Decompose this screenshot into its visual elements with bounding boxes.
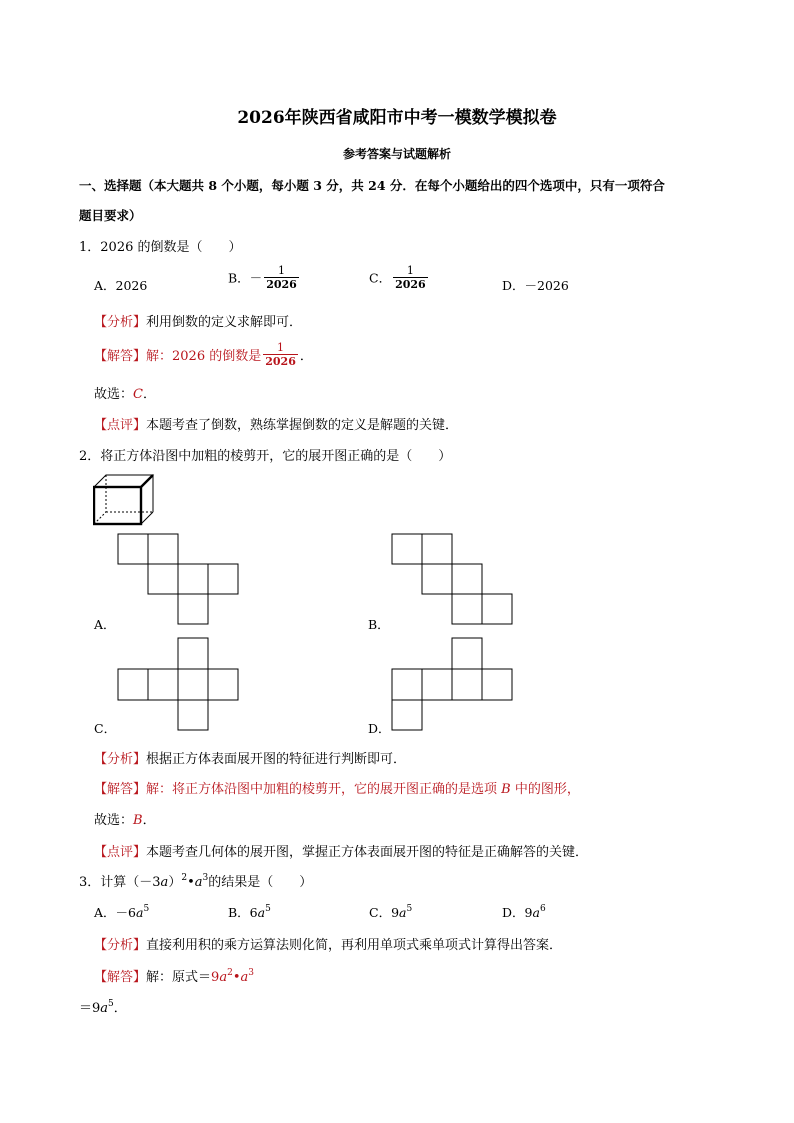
q1-comment: 【点评】本题考查了倒数，熟练掌握倒数的定义是解题的关键． — [94, 418, 459, 433]
q3-answer: 【解答】解：原式$=9a^2•a^3$ — [94, 968, 254, 985]
q1-option-b: B．－ $\frac{1}{2026}$ — [228, 264, 297, 291]
net-option-a — [117, 533, 242, 627]
q2-option-b-label: B． — [368, 617, 390, 632]
q1-option-a: A．2026 — [94, 278, 148, 293]
page-title: 2026年陕西省咸阳市中考一模数学模拟卷 — [237, 108, 557, 128]
net-option-d — [391, 637, 516, 732]
page-subtitle: 参考答案与试题解析 — [342, 147, 451, 161]
q2-analysis: 【分析】根据正方体表面展开图的特征进行判断即可． — [94, 752, 407, 767]
net-option-b — [391, 533, 516, 627]
q1-choice: 故选：C． — [94, 387, 156, 402]
q1-analysis: 【分析】利用倒数的定义求解即可． — [94, 315, 303, 330]
q3-option-a: A．$-6a^5$ — [94, 904, 150, 920]
q1-option-c: C． $\frac{1}{2026}$ — [369, 264, 426, 291]
q1-stem: 1．2026 的倒数是（ ） — [79, 240, 242, 255]
q2-comment: 【点评】本题考查几何体的展开图，掌握正方体表面展开图的特征是正确解答的关键． — [94, 845, 589, 860]
q2-choice: 故选：B． — [94, 813, 156, 828]
q3-option-d: D．$9a^6$ — [502, 904, 546, 920]
q2-option-d-label: D． — [368, 721, 391, 736]
net-option-c — [117, 637, 242, 732]
q2-option-a-label: A． — [94, 617, 116, 632]
q3-option-c: C．$9a^5$ — [369, 904, 413, 920]
q2-answer: 【解答】解：将正方体沿图中加粗的棱剪开，它的展开图正确的是选项 B 中的图形， — [94, 782, 580, 797]
q2-stem: 2．将正方体沿图中加粗的棱剪开，它的展开图正确的是（ ） — [79, 449, 452, 464]
q3-option-b: B．$6a^5$ — [228, 904, 271, 920]
q3-stem: 3．计算$(-3a)^2•a^3$的结果是（ ） — [79, 873, 313, 890]
section-header-line2: 题目要求） — [79, 208, 142, 223]
section-header-line1: 一、选择题（本大题共 8 个小题，每小题 3 分，共 24 分．在每个小题给出的四个选项中，只有一项符合 — [79, 178, 665, 193]
q3-result: $=9a^5$． — [79, 999, 127, 1016]
q3-analysis: 【分析】直接利用积的乘方运算法则化简，再利用单项式乘单项式计算得出答案． — [94, 938, 563, 953]
q1-option-d: D．－2026 — [502, 278, 569, 293]
q1-answer: 【解答】解：2026 的倒数是 $\frac{1}{2026}$ ． — [94, 341, 313, 368]
q2-option-c-label: C． — [94, 721, 117, 736]
cube-figure — [93, 474, 155, 526]
